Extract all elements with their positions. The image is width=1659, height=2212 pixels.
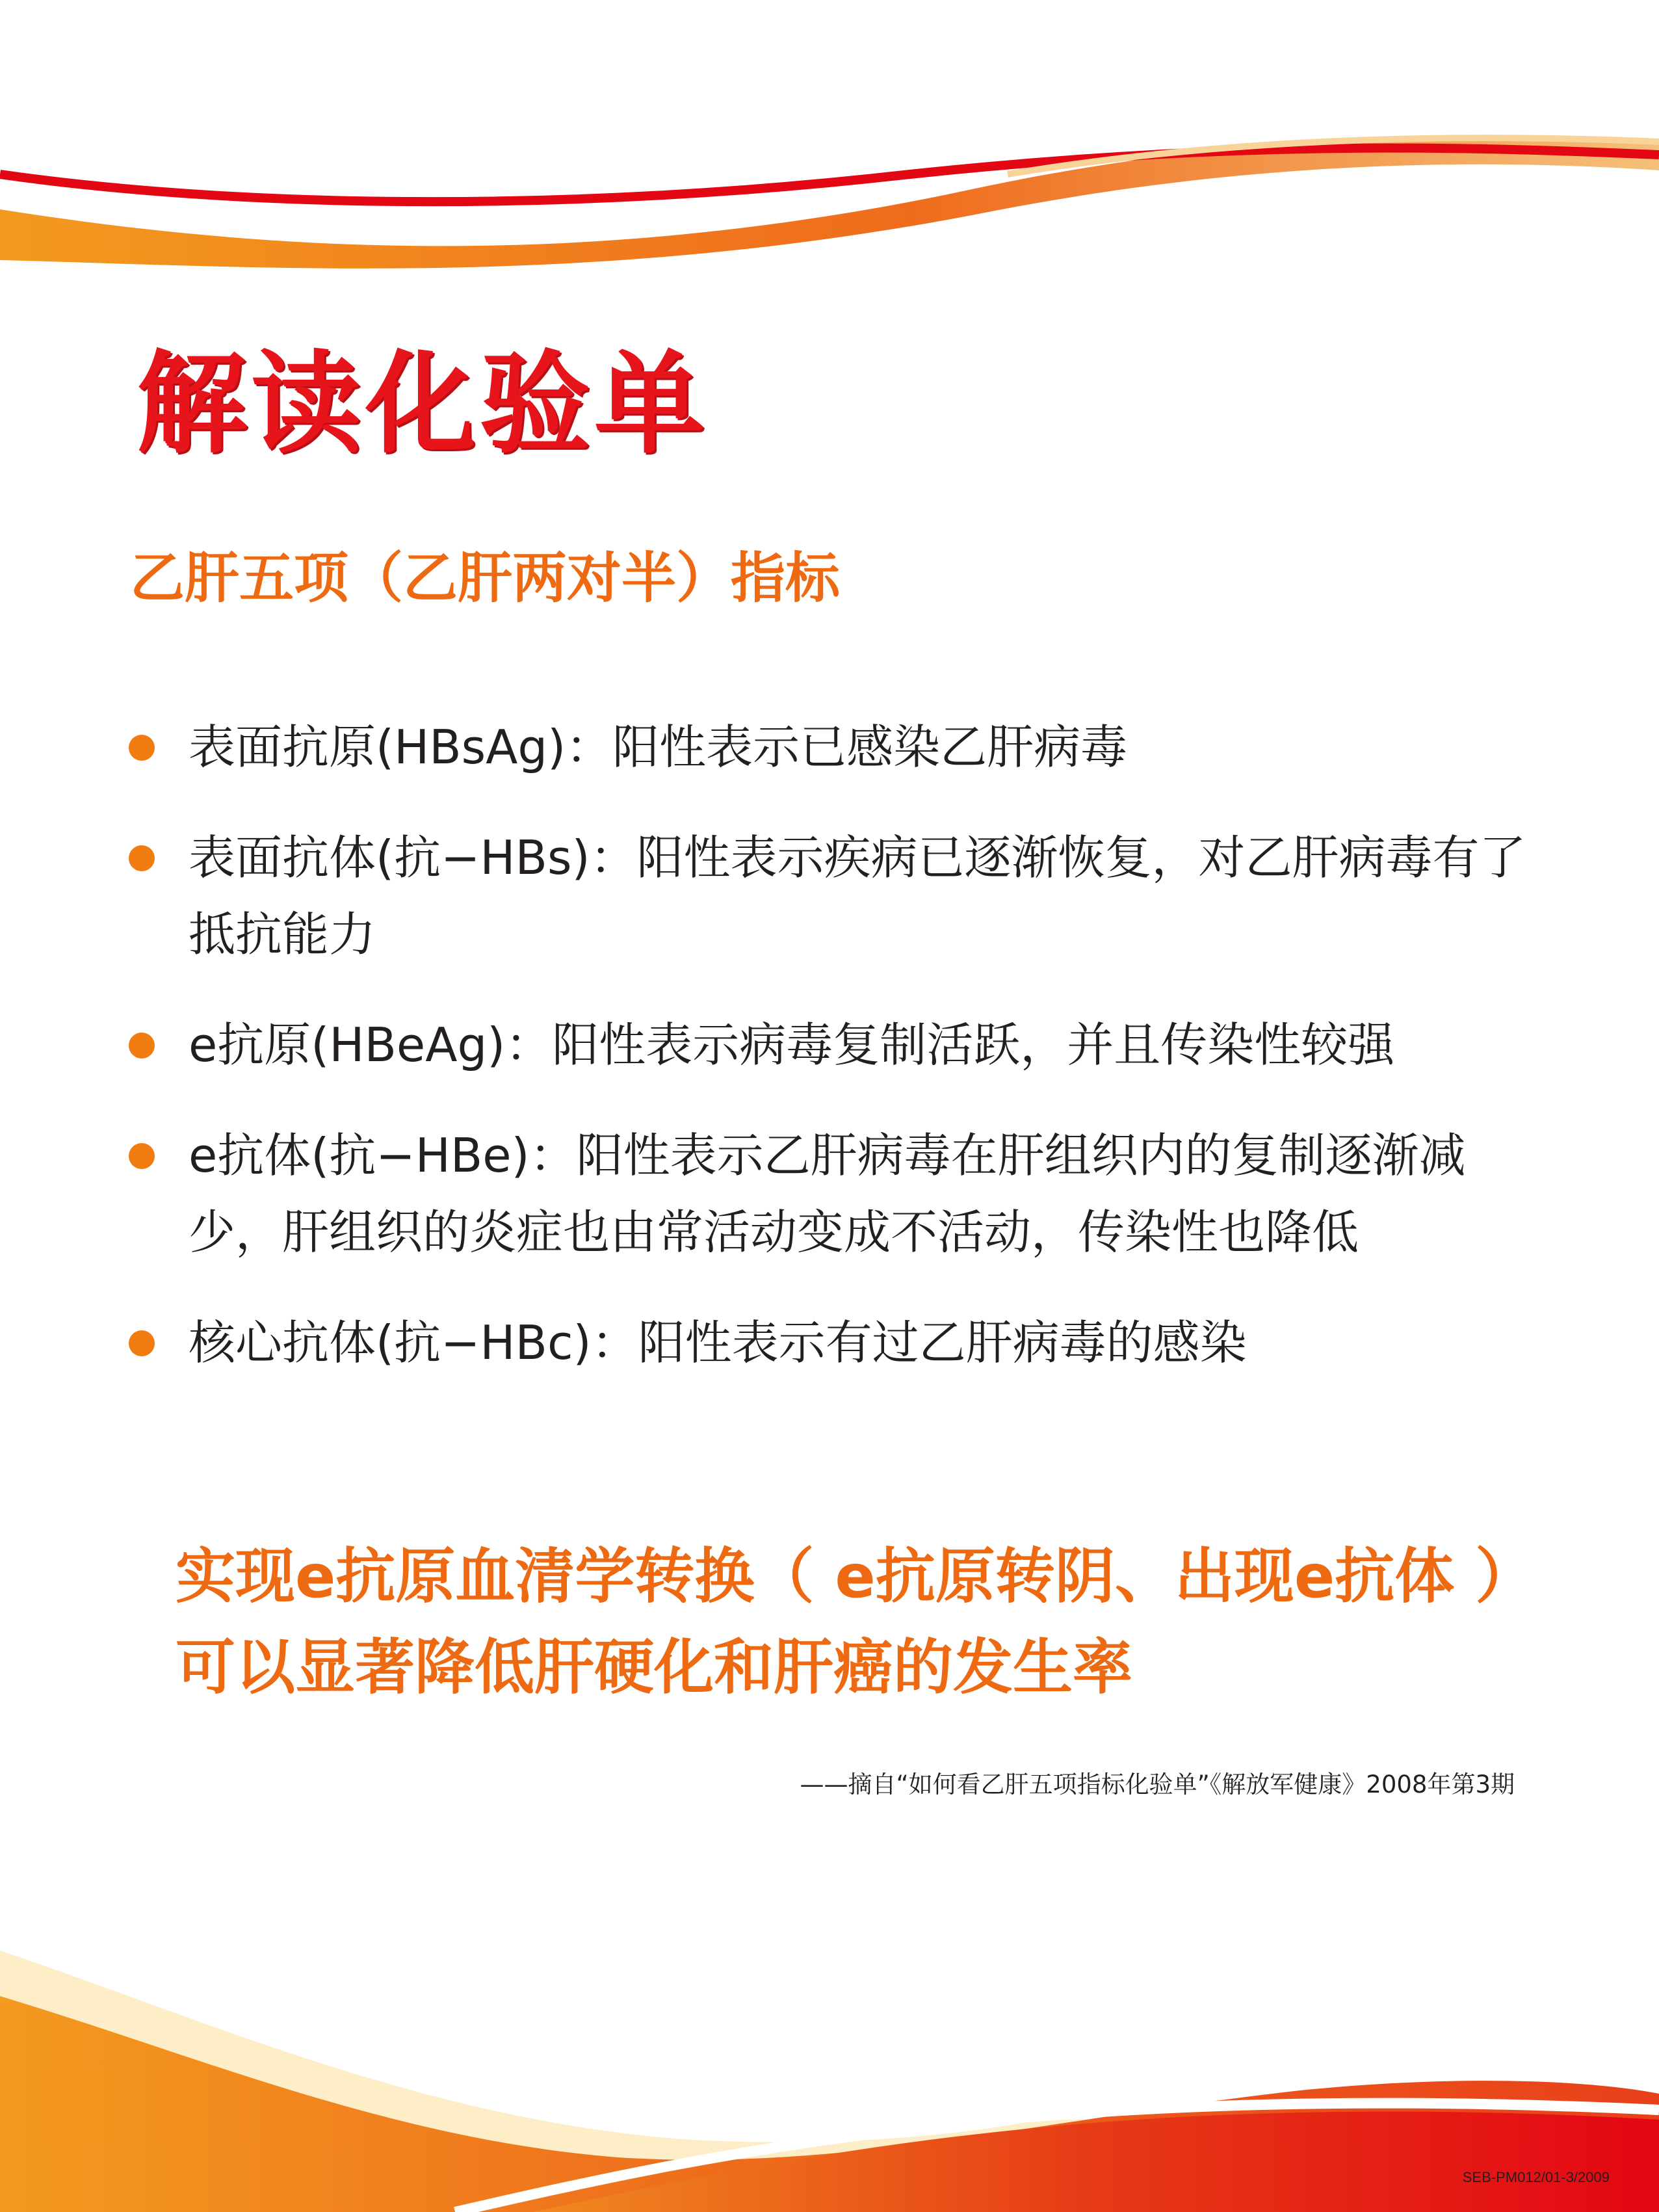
bullet-icon <box>129 1033 155 1059</box>
page-title: 解读化验单 <box>137 340 709 469</box>
item-text: 表面抗原(HBsAg)：阳性表示已感染乙肝病毒 <box>189 720 1128 774</box>
item-text: e抗原(HBeAg)：阳性表示病毒复制活跃，并且传染性较强 <box>189 1018 1395 1072</box>
list-item <box>124 1007 1534 1083</box>
list-item <box>124 819 1534 973</box>
list-item <box>124 709 1534 785</box>
source-citation: ——摘自“如何看乙肝五项指标化验单”《解放军健康》2008年第3期 <box>800 1771 1515 1798</box>
list-item <box>124 1304 1534 1381</box>
bullet-icon <box>129 1330 155 1356</box>
bullet-icon <box>129 735 155 761</box>
conclusion-line-2: 可以显著降低肝硬化和肝癌的发生率 <box>176 1633 1133 1702</box>
bullet-icon <box>129 845 155 871</box>
top-wave-decoration <box>0 0 1659 299</box>
item-text: e抗体(抗−HBe)：阳性表示乙肝病毒在肝组织内的复制逐渐减少，肝组织的炎症也由常活动变成不活动，传染性也降低 <box>189 1128 1466 1259</box>
conclusion-statement <box>176 1531 1573 1713</box>
section-subtitle: 乙肝五项（乙肝两对半）指标 <box>130 546 841 610</box>
bottom-wave-decoration <box>0 1925 1659 2212</box>
bullet-icon <box>129 1143 155 1169</box>
item-text: 表面抗体(抗−HBs)：阳性表示疾病已逐渐恢复，对乙肝病毒有了抵抗能力 <box>189 830 1526 962</box>
item-text: 核心抗体(抗−HBc)：阳性表示有过乙肝病毒的感染 <box>189 1315 1247 1370</box>
conclusion-line-1: 实现e抗原血清学转换（ e抗原转阴、出现e抗体 ） <box>176 1542 1535 1611</box>
document-code: SEB-PM012/01-3/2009 <box>1462 2169 1610 2185</box>
indicator-list <box>124 709 1534 1415</box>
list-item <box>124 1117 1534 1271</box>
